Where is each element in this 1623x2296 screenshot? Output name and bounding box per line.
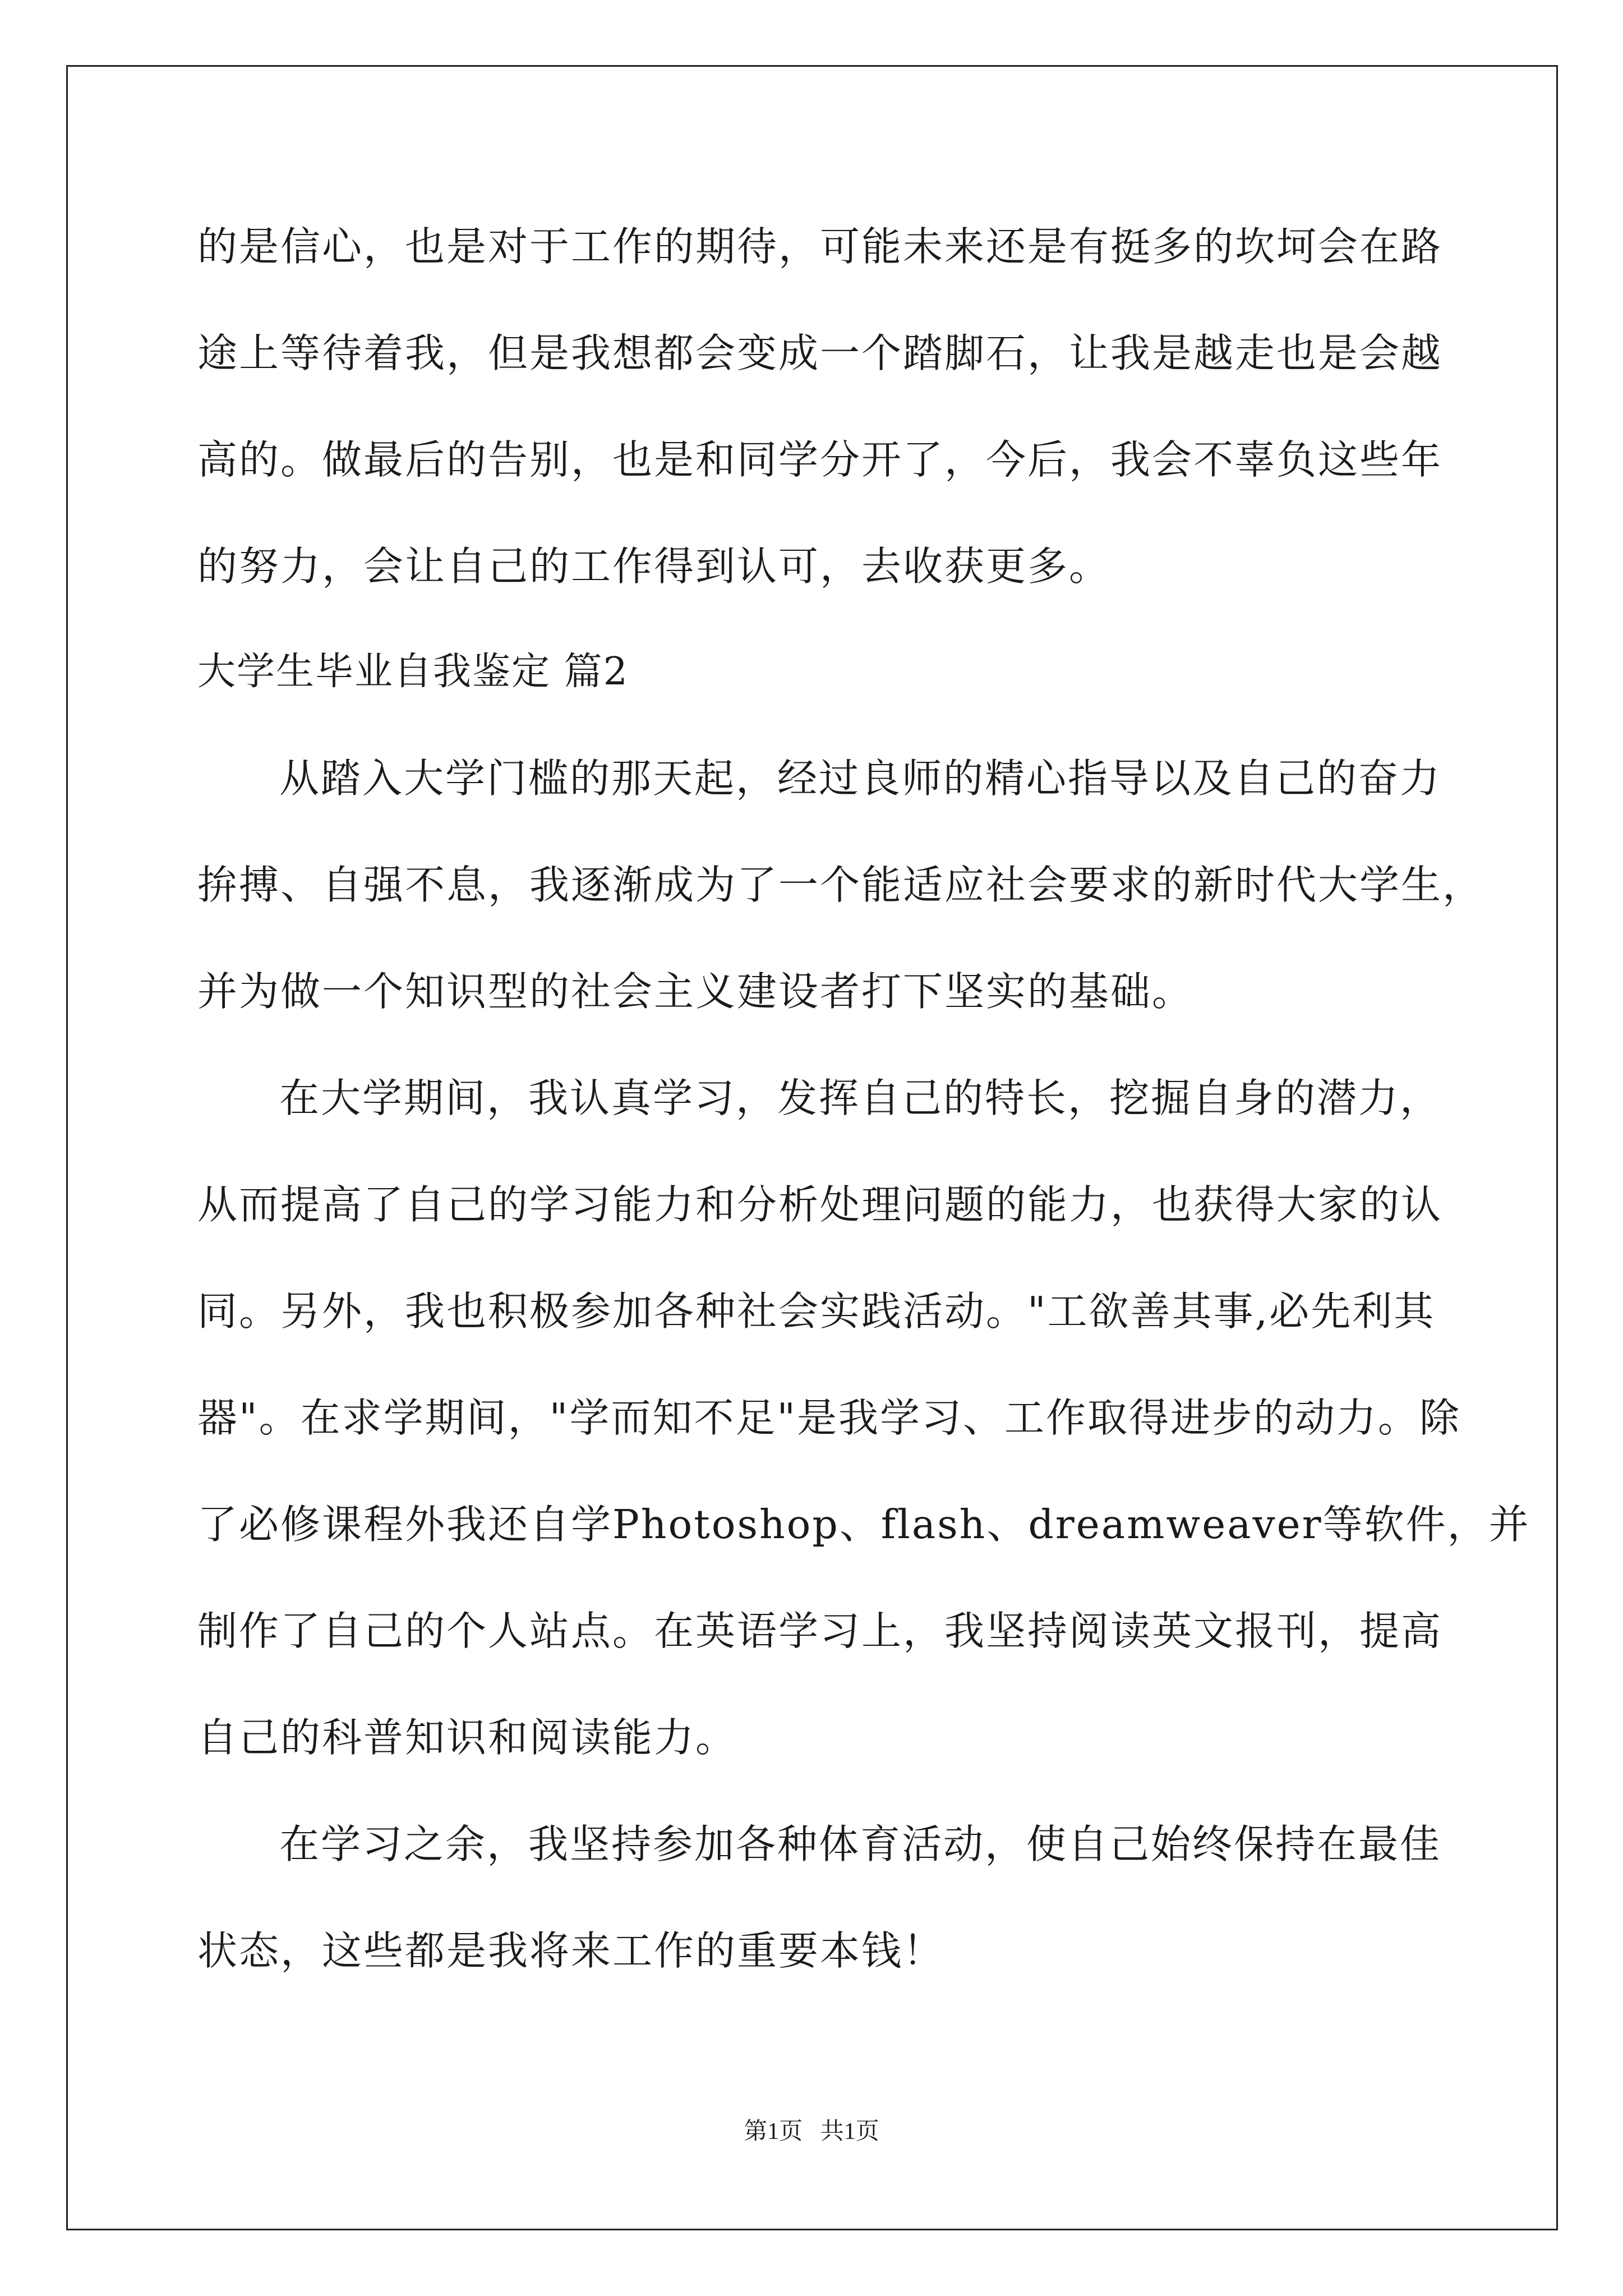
- paragraph-line: 器"。在求学期间，"学而知不足"是我学习、工作取得进步的动力。除: [197, 1395, 1461, 1441]
- paragraph-line: 从踏入大学门槛的那天起，经过良师的精心指导以及自己的奋力: [279, 755, 1442, 802]
- paragraph-line: 自己的科普知识和阅读能力。: [197, 1714, 737, 1761]
- paragraph-line: 的是信心，也是对于工作的期待，可能未来还是有挺多的坎坷会在路: [197, 223, 1443, 270]
- paragraph-line: 状态，这些都是我将来工作的重要本钱！: [197, 1927, 945, 1974]
- paragraph-line: 从而提高了自己的学习能力和分析处理问题的能力，也获得大家的认: [197, 1181, 1443, 1228]
- paragraph-line: 在学习之余，我坚持参加各种体育活动，使自己始终保持在最佳: [279, 1821, 1442, 1867]
- section-heading: 大学生毕业自我鉴定 篇2: [197, 650, 629, 694]
- paragraph-line: 在大学期间，我认真学习，发挥自己的特长，挖掘自身的潜力，: [279, 1075, 1442, 1121]
- page-footer: [0, 2115, 1623, 2148]
- paragraph-line: 并为做一个知识型的社会主义建设者打下坚实的基础。: [197, 968, 1194, 1015]
- page-number: 第1页: [744, 2119, 803, 2145]
- paragraph-line: 同。另外，我也积极参加各种社会实践活动。"工欲善其事,必先利其: [197, 1288, 1436, 1335]
- paragraph-line: 了必修课程外我还自学Photoshop、flash、dreamweaver等软件，并: [197, 1501, 1530, 1548]
- page-total: 共1页: [820, 2119, 879, 2145]
- paragraph-line: 高的。做最后的告别，也是和同学分开了，今后，我会不辜负这些年: [197, 436, 1443, 483]
- paragraph-line: 拚搏、自强不息，我逐渐成为了一个能适应社会要求的新时代大学生，: [197, 862, 1484, 908]
- paragraph-line: 的努力，会让自己的工作得到认可，去收获更多。: [197, 543, 1111, 590]
- paragraph-line: 制作了自己的个人站点。在英语学习上，我坚持阅读英文报刊，提高: [197, 1608, 1443, 1654]
- paragraph-line: 途上等待着我，但是我想都会变成一个踏脚石，让我是越走也是会越: [197, 330, 1443, 376]
- page-border: [66, 65, 1558, 2230]
